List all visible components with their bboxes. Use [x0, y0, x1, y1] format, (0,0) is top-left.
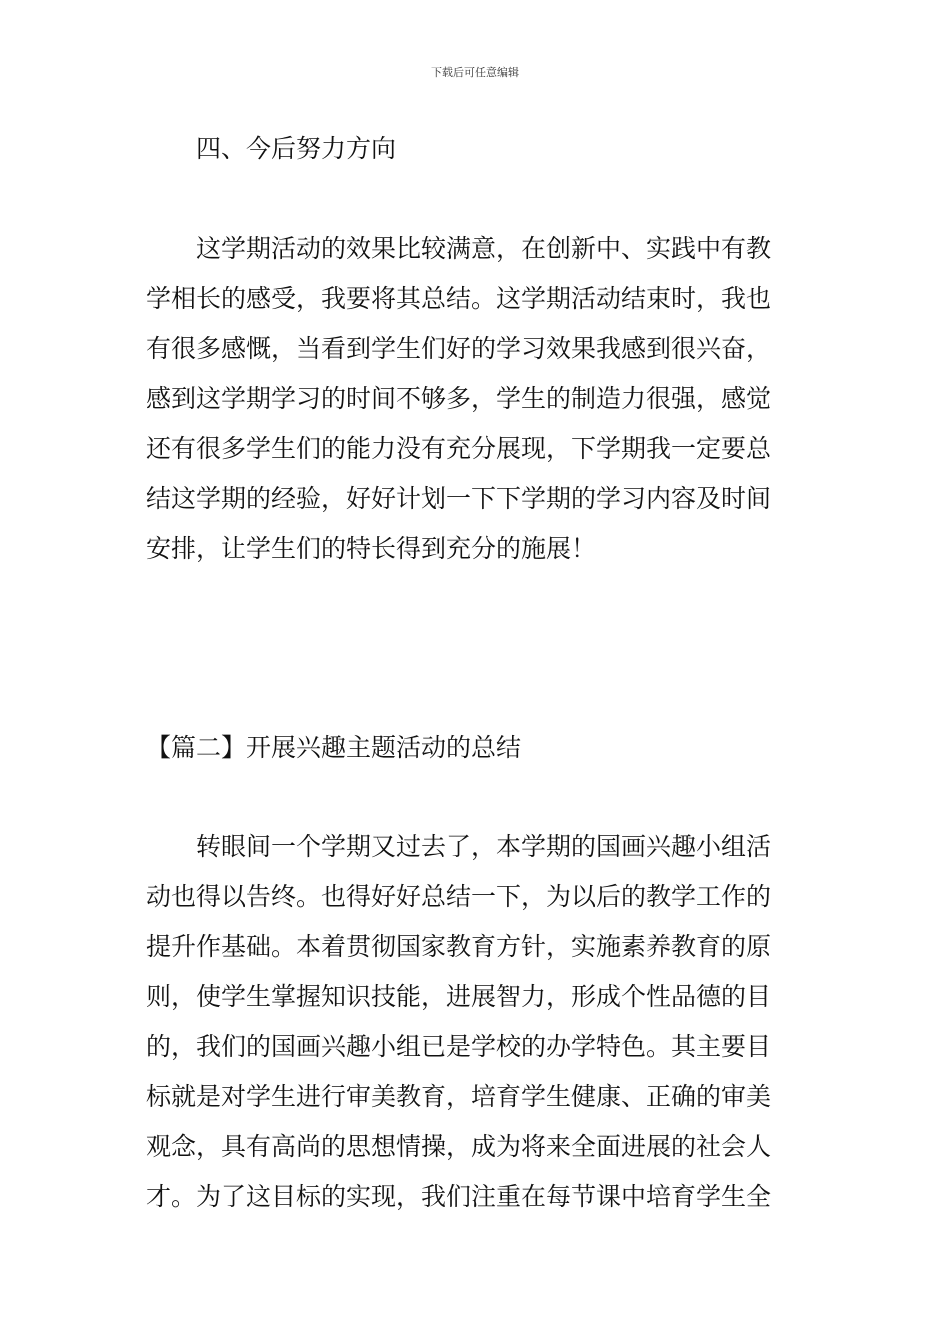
paragraph-line: 还有很多学生们的能力没有充分展现，下学期我一定要总	[146, 434, 772, 463]
paragraph-line: 结这学期的经验，好好计划一下下学期的学习内容及时间	[146, 484, 772, 513]
paragraph-line: 安排，让学生们的特长得到充分的施展！	[146, 534, 597, 563]
page-header: 下载后可任意编辑	[431, 66, 519, 79]
paragraph-line: 才。为了这目标的实现，我们注重在每节课中培育学生全	[146, 1182, 772, 1211]
paragraph-line: 感到这学期学习的时间不够多，学生的制造力很强，感觉	[146, 384, 772, 413]
paragraph-line: 这学期活动的效果比较满意，在创新中、实践中有教	[196, 234, 772, 263]
paragraph-line: 学相长的感受，我要将其总结。这学期活动结束时，我也	[146, 284, 772, 313]
paragraph-line: 则，使学生掌握知识技能，进展智力，形成个性品德的目	[146, 982, 772, 1011]
paragraph-line: 的，我们的国画兴趣小组已是学校的办学特色。其主要目	[146, 1032, 772, 1061]
paragraph-part-two	[146, 832, 806, 1232]
paragraph-future-direction	[146, 234, 806, 584]
section-heading-part-two: 【篇二】开展兴趣主题活动的总结	[146, 733, 522, 762]
paragraph-line: 提升作基础。本着贯彻国家教育方针，实施素养教育的原	[146, 932, 772, 961]
paragraph-line: 标就是对学生进行审美教育，培育学生健康、正确的审美	[146, 1082, 772, 1111]
paragraph-line: 有很多感慨，当看到学生们好的学习效果我感到很兴奋，	[146, 334, 772, 363]
paragraph-line: 转眼间一个学期又过去了，本学期的国画兴趣小组活	[196, 832, 772, 861]
paragraph-line: 动也得以告终。也得好好总结一下，为以后的教学工作的	[146, 882, 772, 911]
section-heading-future-direction: 四、今后努力方向	[196, 134, 397, 163]
paragraph-line: 观念，具有高尚的思想情操，成为将来全面进展的社会人	[146, 1132, 772, 1161]
